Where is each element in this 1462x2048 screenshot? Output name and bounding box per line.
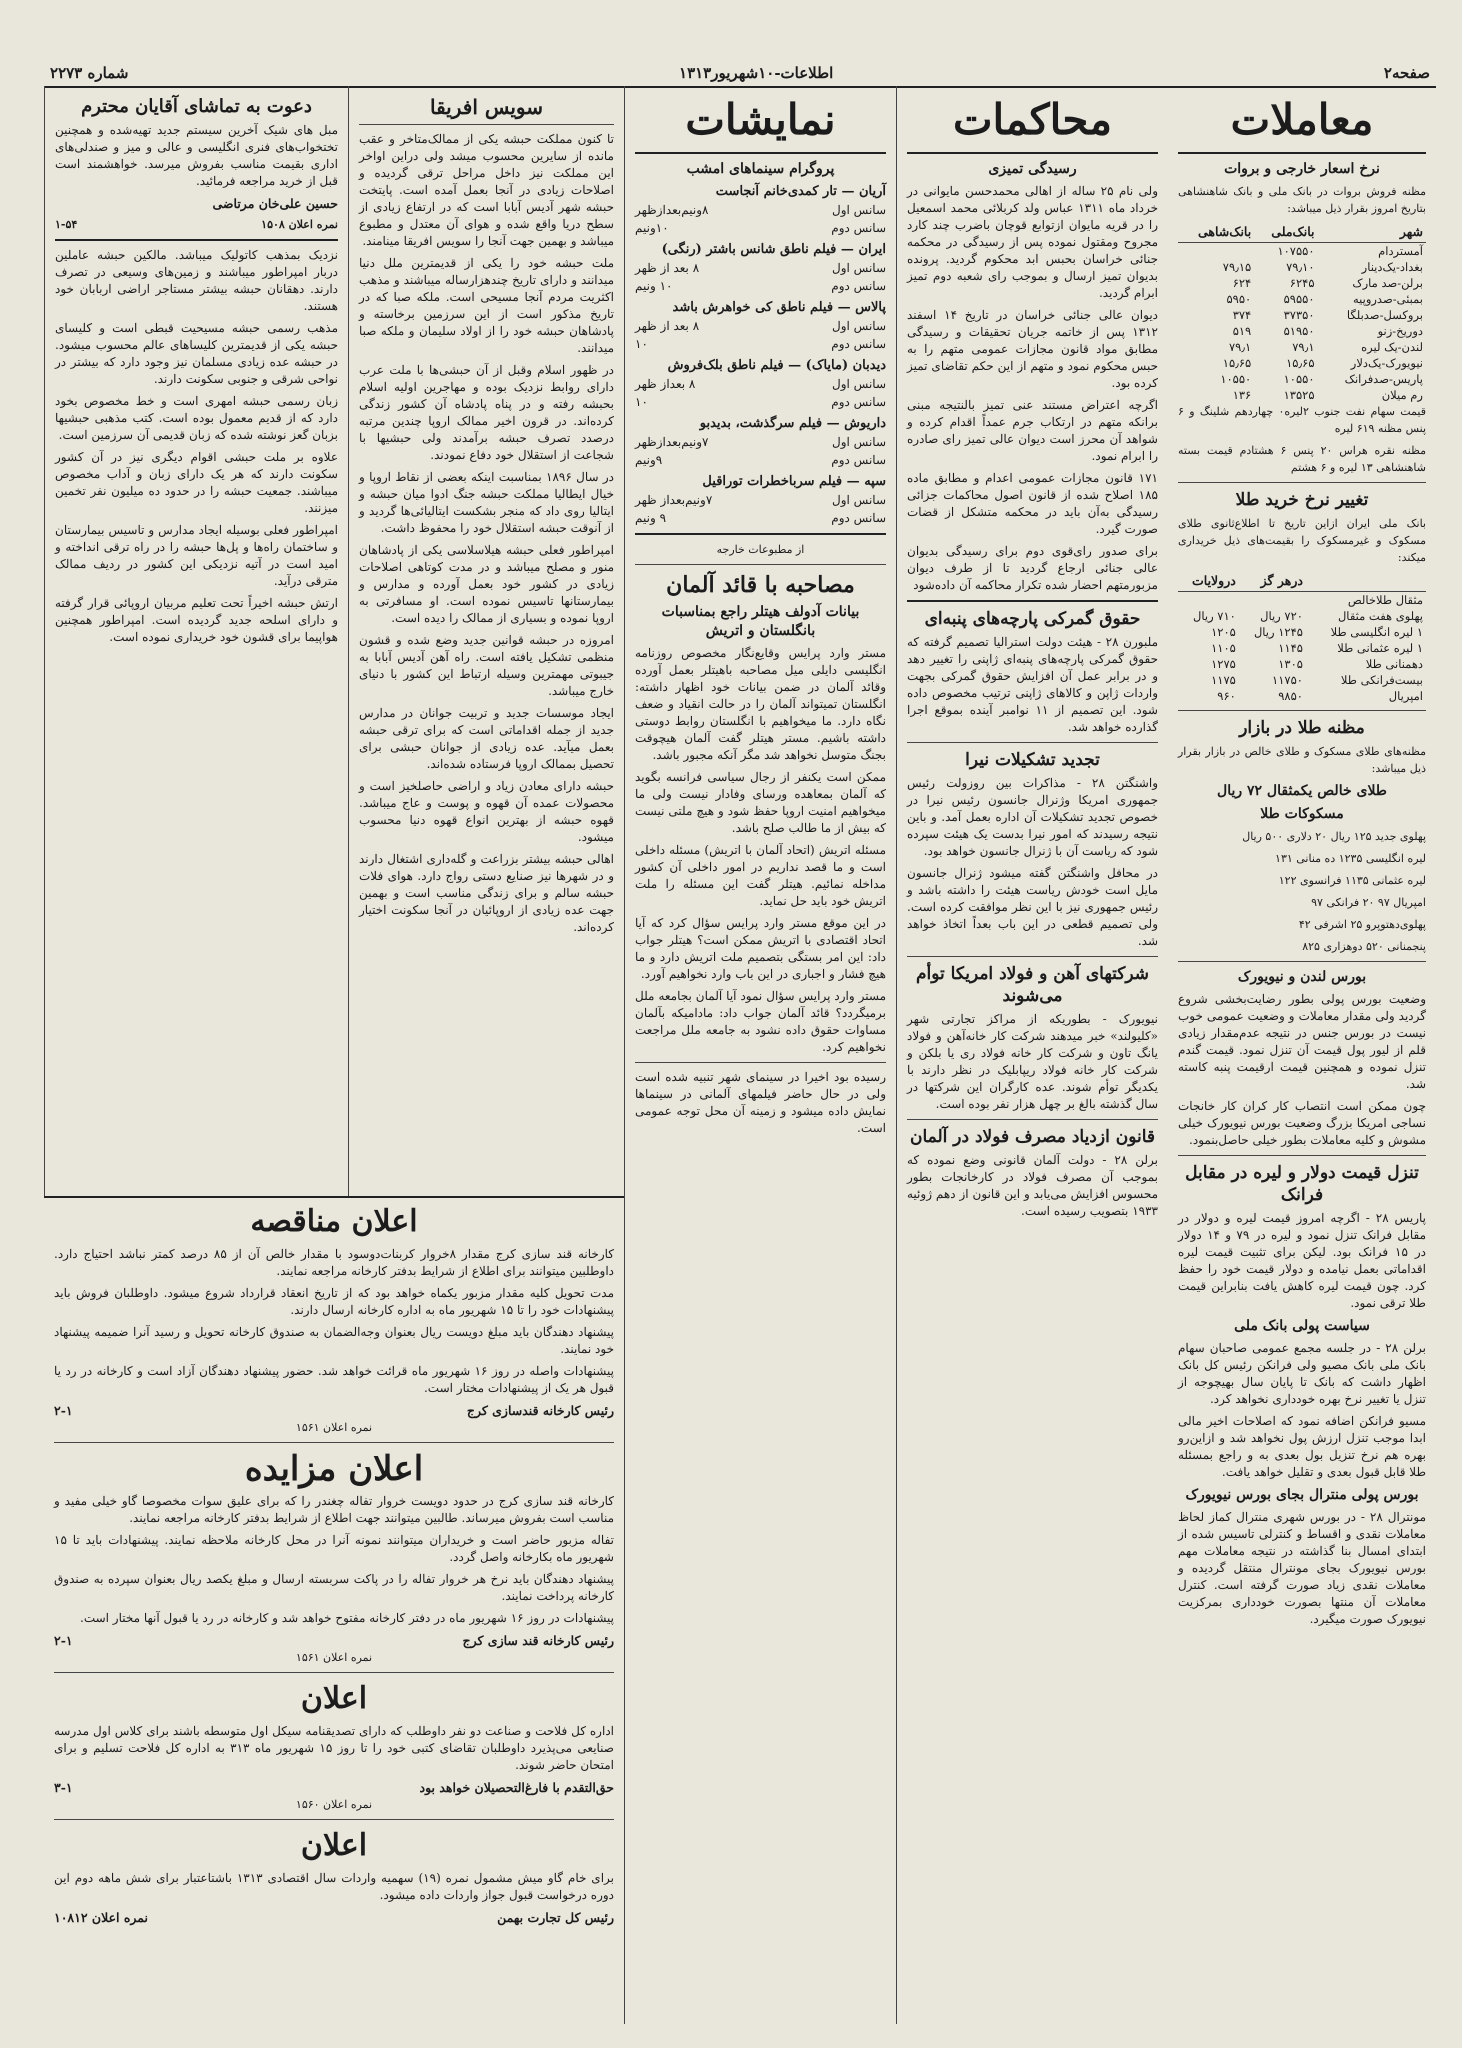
cinema-name: ایران xyxy=(858,242,886,257)
notice-title: اعلان xyxy=(300,1828,368,1863)
cinema-entry: آریان — تار کمدی‌خانم آنجاست سانس اول ۸ونیم‌بعدازظهر سانس دوم ۱۰ونیم xyxy=(635,184,886,235)
rates-table xyxy=(1178,222,1426,403)
table-row: مثقال طلاخالص xyxy=(1347,593,1423,607)
newspaper-page xyxy=(44,52,1436,2024)
steel-text: نیویورک - بطوریکه از مراکز تجارتی شهر «کلیولند» خبر میدهند شرکت کار خانه‌آهن و فولاد یانگ تاون و شرکت کار خانه فولاد ری یا بلکن و شرکت کار خانه فولاد ریپابلیک در نظر دارند با یکدیگر توأم شوند. عده کارگران این شرکتها در سال گذشته بالغ بر چهل هزار نفر بوده است. xyxy=(907,1012,1158,1111)
article-text-6: امروزه در حبشه قوانین جدید وضع شده و قشون منظمی تشکیل یافته است. راه آهن آدیس آبابا به جیبوتی مهمترین وسیله ارتباط این کشور با دنیای خارج میباشد. xyxy=(359,633,614,698)
interview-text-5: مستر وارد پرایس سؤال نمود آیا آلمان بجامعه ملل برمیگردد؟ قائد آلمان جواب داد: مادامیکه بآلمان مساوات حقوق داده نشود به جامعه ملل مراجعت نخواهیم کرد. xyxy=(635,989,886,1054)
article-text-8: حبشه دارای معادن زیاد و اراضی حاصلخیز است و محصولات عمده آن قهوه و پوست و عاج میباشد. قهوه حبشه از بهترین انواع قهوه دنیا محسوب میشود. xyxy=(359,779,614,844)
tender-number: نمره اعلان ۱۵۶۱ xyxy=(295,1421,373,1434)
cinema-name: داریوش xyxy=(844,416,886,431)
article-text: تا کنون مملکت حبشه یکی از ممالک‌متاخر و عقب مانده از سایرین محسوب میشد ولی دراین اواخر این مملکت نیز داخل مراحل ترقی گردیده و اصلاحات زیادی در آنجا بعمل آمده است. پایتخت حبشه شهر آدیس آبابا است که در ارتفاع زیادی از سطح دریا واقع شده و هوای آن معتدل و مطبوع میباشد و بهمین جهت آنجا را سویس افریقا مینامند. xyxy=(359,132,614,248)
cinema-name: پالاس xyxy=(855,300,886,315)
cinema-film: فیلم سرباخطرات توراقیل xyxy=(702,474,843,489)
section-title: معاملات xyxy=(1230,95,1374,144)
cinema-film: فیلم ناطق کی‌ خواهرش باشد xyxy=(672,300,834,315)
cleanup-text-3: اگرچه اعتراض مستند عنی تمیز بالنتیجه مبنی برانکه متهم در ارتکاب جرم عمداً اقدام کرده و شواهد آن محرز است دیوان عالی تمیز رای صادره را ابرام نمود. xyxy=(907,398,1158,463)
gold-table xyxy=(1178,571,1426,704)
notice-ad xyxy=(54,1679,614,1820)
coin-line: لیره عثمانی ۱۱۳۵ فرانسوی ۱۲۲ xyxy=(1278,874,1426,887)
coins-title: مسکوکات طلا xyxy=(1260,806,1344,822)
table-row: رم میلان ۱۳۵۲۵ ۱۳۶ xyxy=(1232,388,1423,402)
table-row: پاریس-صدفرانک ۱۰۵۵۰ ۱۰۵۵۰ xyxy=(1220,372,1423,386)
auction-ad xyxy=(54,1449,614,1673)
customs-text: ملبورن ۲۸ - هیئت دولت استرالیا تصمیم گرفته که حقوق گمرکی پارچه‌های پنبه‌ای ژاپنی را تغییر دهد و در برابر عمل آن افزایش حقوق گمرکی بجهت واردات ژاپن و کالاهای ژاپنی ترتیب مخصوص داده شود. این تصمیم از ۱۱ نوامبر آینده بموقع اجرا گذارده خواهد شد. xyxy=(907,635,1158,734)
ad-text: مبل های شیک آخرین سیستم جدید تهیه‌شده و همچنین تختخواب‌های فنری انگلیسی و عالی و میز و صندلی‌های اداری بقیمت مناسب بفروش میرسد. خواهشمند است قبل از خرید مراجعه فرمائید. xyxy=(55,123,338,188)
article-text-7: ایجاد موسسات جدید و تربیت جوانان در مدارس جدید از جمله اقداماتی است که برای ترقی حبشه بعمل میآید. عده زیادی از جوانان حبشی برای تحصیل بممالک اروپا فرستاده شده‌اند. xyxy=(359,706,614,771)
gold-head-provinces: درولایات xyxy=(1178,571,1239,592)
article-text-3: زبان رسمی حبشه امهری است و خط مخصوص بخود دارد که از قدیم معمول بوده است. کتب مذهبی حبشیها بزبان گعز نوشته شده که زبان قدیمی آن سرزمین است. xyxy=(55,394,338,442)
table-row: لندن-یک لیره ۷۹٫۱ ۷۹٫۱ xyxy=(1228,340,1423,354)
ad-number: نمره اعلان ۱۵۰۸ xyxy=(261,218,338,231)
table-row: بمبئی-صدروپیه ۵۹۵۵۰ ۵۹۵۰ xyxy=(1226,292,1423,306)
cinema-entry: دیدبان (مایاک) — فیلم ناطق بلک‌فروش سانس اول ۸ بعداز ظهر سانس دوم ۱۰ xyxy=(635,358,886,409)
table-row: بغداد-یک‌دینار ۷۹٫۱۰ ۷۹٫۱۵ xyxy=(1222,260,1423,274)
masthead xyxy=(44,52,1436,88)
article-text-9: اهالی حبشه بیشتر بزراعت و گله‌داری اشتغال دارند و در شهرها نیز صنایع دستی رواج دارد. هوای فلات حبشه سالم و برای زندگی مناسب است و بهمین جهت عده زیادی از اروپائیان در آنجا سکونت اختیار کرده‌اند. xyxy=(359,852,614,934)
table-row: دوریخ-زنو ۵۱۹۵۰ ۵۱۹ xyxy=(1232,324,1423,338)
article-text-4: علاوه بر ملت حبشی اقوام دیگری نیز در آن کشور سکونت دارند که هر یک دارای زبان و آداب مخصوص میباشند. جمعیت حبشه را در حدود ده میلیون نفر تخمین میزنند. xyxy=(55,450,338,515)
coin-line: پنجمنانی ۵۲۰ دوهزاری ۸۲۵ xyxy=(1302,940,1426,953)
auction-signature: رئیس کارخانه قند سازی کرج xyxy=(462,1633,614,1648)
article-text-5: امپراطور فعلی بوسیله ایجاد مدارس و تاسیس بیمارستان و ساختمان راه‌ها و پل‌ها حبشه را در راه ترقی انداخته و امید است در آتیه نزدیکی این کشور در ردیف ممالک مترقی درآید. xyxy=(55,523,338,588)
pure-gold-line: طلای خالص یکمثقال ۷۲ ریال xyxy=(1217,783,1387,799)
steel-consumption-text: برلن ۲۸ - دولت آلمان قانونی وضع نموده که بموجب آن مصرف فولاد در کارخانجات بطور محسوس افزایش می‌یابد و این قانون از دهم ژوئیه ۱۹۳۳ بتصویب رسیده است. xyxy=(907,1153,1158,1218)
interview-text-2: ممکن است یکنفر از رجال سیاسی فرانسه بگوید که آلمان بمعاهده ورسای وفادار نیست ولی ما میخواهیم امنیت اروپا حفظ شود و هیچ ملتی نیست که بیش از ما طالب صلح باشد. xyxy=(635,770,886,835)
ad-numbers xyxy=(55,216,338,233)
notice-text: برای خام گاو میش مشمول نمره (۱۹) سهمیه واردات سال اقتصادی ۱۳۱۳ باشتاعتبار برای شش ماهه دوم این دوره درخواست قبول جواز واردات داده میشود. xyxy=(54,1871,614,1902)
article-text-2: ملت حبشه خود را یکی از قدیمترین ملل دنیا میدانند و دارای تاریخ چندهزارساله میباشند و مذهب اکثریت مردم آنجا مسیحی است. ملکه صبا که در تاریخ مذکور است از این سرزمین برخاسته و پادشاهان حبشه خود را از اولاد سلیمان و ملکه صبا میدانند. xyxy=(359,256,614,355)
ny-text: وضعیت بورس پولی بطور رضایت‌بخشی شروع گردید ولی مقدار معاملات و وضعیت عمومی خوب نیست در بورس جنس در نتیجه عدم‌مقدار زیادی قلم از لیور پول قیمت آن تنزل نمود. قیمت گندم تنزل نموده و همچنین قیمت ارقیمت پنبه کاسته شد. xyxy=(1178,992,1426,1091)
issue-number: شماره ۲۲۷۳ xyxy=(50,64,129,82)
cleanup-text-4: ۱۷۱ قانون مجازات عمومی اعدام و مطابق ماده ۱۸۵ اصلاح شده از قانون اصول محاکمات جزائی رسیدگی به‌آن باید در محکمه متشکل از قضات صورت گیرد. xyxy=(907,471,1158,536)
rates-intro: مظنه فروش بروات در بانک ملی و بانک شاهنشاهی بتاریخ امروز بقرار ذیل میباشد: xyxy=(1178,185,1426,215)
exchange-text: مونترال ۲۸ - در بورس شهری منترال کماز لحاظ معاملات نقدی و اقساط و کنترلی تاسیس شده از ابتدای امسال بنا گذاشته در نتیجه معاملات مهم بورس نیویورک بجای مونترال منتقل گردیده و معاملات نقدی زیاد صورت گرفته است. کنترل معاملات آن منتها بصورت خودداری بمرکزیت نیویورک صورت میگیرد. xyxy=(1178,1510,1427,1626)
notice-title: اعلان xyxy=(300,1681,368,1716)
table-row: برلن-صد مارک ۶۲۴۵ ۶۲۴ xyxy=(1232,276,1423,290)
cinema-entry: سپه — فیلم سرباخطرات توراقیل سانس اول ۷ونیم‌بعداز ظهر سانس دوم ۹ ونیم xyxy=(635,474,886,525)
tender-signature: رئیس کارخانه قندسازی کرج xyxy=(466,1403,614,1418)
coin-line: لیره انگلیسی ۱۲۳۵ ده منانی ۱۳۱ xyxy=(1275,852,1426,865)
cinema-entry: داریوش — فیلم سرگذشت، بدیدبو سانس اول ۷ونیم‌بعدازظهر سانس دوم ۹ونیم xyxy=(635,416,886,467)
issue-date: اطلاعات-۱۰شهریور۱۳۱۳ xyxy=(679,64,834,82)
article-title: سویس افریقا xyxy=(429,95,544,119)
bank-text-2: مسیو فرانکن اضافه نمود که اصلاحات اخیر مالی ابدا موجب تنزل ارزش پول نخواهد شد و ازاین‌رو بهره هم نرخ تنزیل بول بعدی به و راجع بمسئله طلا قابل قبول بعدی و تقلیل خواهد یافت. xyxy=(1178,1414,1426,1479)
interview-subtitle: بیانات آدولف هیتلر راجع بمناسبات بانگلستان و اتریش xyxy=(661,604,860,639)
tender-ad xyxy=(54,1202,614,1443)
rates-head-shahi: بانک‌شاهی xyxy=(1178,222,1254,243)
table-row: نیویورک-یک‌دلار ۱۵٫۶۵ ۱۵٫۶۵ xyxy=(1222,356,1423,370)
rates-head-melli: بانک‌ملی xyxy=(1254,222,1317,243)
article-text-2: مذهب رسمی حبشه مسیحیت قبطی است و کلیسای حبشه یکی از قدیمترین کلیساهای عالم محسوب میشود. در حبشه عده زیادی مسلمان نیز وجود دارد که بیشتر در نواحی شرقی و جنوبی سکونت دارند. xyxy=(55,321,338,386)
table-row: دهمنانی طلا ۱۳۰۵ ۱۲۷۵ xyxy=(1211,657,1423,671)
cleanup-text-2: دیوان عالی جنائی خراسان در تاریخ ۱۴ اسفند ۱۳۱۲ پس از خاتمه جریان تحقیقات و رسیدگی مطابق مواد قانون مجازات عمومی متهم را به حبس محکوم نمود و متهم از این حکم تقاضای تمیز کرده بود. xyxy=(907,308,1158,390)
notice-ad-2 xyxy=(54,1826,614,1926)
interview-text: مستر وارد پرایس وقایع‌نگار مخصوص روزنامه انگلیسی دایلی میل مصاحبه باهیتلر بعمل آورده وقائد آلمان در ضمن بیانات خود اظهار داشته: انگلستان تمیتواند آلمان را در حالت انقیاد و ضعف نگاه دارد. ما میخواهیم با انگلستان روابط دوستی داشته باشیم. مستر هیتلر گفت آلمان هیچوقت بجنگ متوسل نخواهد شد مگر آنکه مجبور باشد. xyxy=(635,646,886,762)
cinema-film: تار کمدی‌خانم آنجاست xyxy=(715,184,837,199)
coin-line: پهلوی‌دهتوپرو ۲۵ اشرفی ۴۲ xyxy=(1298,918,1426,931)
columns-grid xyxy=(44,86,1436,2024)
notice-signature: رئیس کل تجارت بهمن xyxy=(497,1910,614,1925)
customs-title: حقوق گمرکی پارچه‌های پنبه‌ای xyxy=(924,609,1141,629)
cinema-name: سپه xyxy=(864,474,886,489)
signature-name: حسین علی‌خان مرتاضی xyxy=(212,196,338,211)
cinema-name: آریان xyxy=(858,184,886,199)
tender-text: کارخانه قند سازی کرج مقدار ۸خروار کربنات‌دوسود با مقدار خالص آن از ۸۵ درصد کمتر نباشد احتیاج دارد. داوطلبین میتوانند برای اطلاع از شرایط بدفتر کارخانه مراجعه نمایند. xyxy=(54,1247,614,1278)
article-text: نزدیک بمذهب کاتولیک میباشد. مالکین حبشه عاملین دربار امپراطور میباشند و زمین‌های وسیعی در تصرف دارند. دهقانان حبشه بیشتر مستاجر اراضی اربابان خود هستند. xyxy=(55,248,338,313)
tender-text-4: پیشنهادات واصله در روز ۱۶ شهریور ماه قرائت خواهد شد. حضور پیشنهاد دهندگان آزاد است و کارخانه در رد یا قبول هر یک از پیشنهادات مختار است. xyxy=(54,1364,614,1395)
notice-code: ۳-۱ xyxy=(54,1780,73,1795)
page-number: صفحه۲ xyxy=(1383,64,1430,82)
interview-title: مصاحبه با قائد آلمان xyxy=(666,572,855,598)
bazaar-intro: مظنه‌های طلای مسکوک و طلای خالص در بازار بقرار ذیل میباشد: xyxy=(1178,745,1426,775)
table-row: ۱ لیره انگلیسی طلا ۱۲۴۵ ریال ۱۲۰۵ xyxy=(1211,625,1423,639)
column-transactions xyxy=(1168,86,1436,2024)
table-row: آمستردام ۱۰۷۵۵۰ xyxy=(1277,244,1423,258)
article-text-6: ارتش حبشه اخیراً تحت تعلیم مربیان اروپائی قرار گرفته و دارای اسلحه جدید گردیده است. امپراطور همچنین هواپیما برای قشون خود خریداری نموده است. xyxy=(55,596,338,644)
bank-title: سیاست پولی بانک ملی xyxy=(1234,1318,1370,1334)
tender-text-3: پیشنهاد دهندگان باید مبلغ دویست ریال بعنوان وجه‌الضمان به صندوق کارخانه تحویل و رسید آنرا ضمیمه پیشنهاد خود نمایند. xyxy=(54,1325,614,1356)
tender-code: ۲-۱ xyxy=(54,1403,73,1418)
program-title: پروگرام سینماهای امشب xyxy=(686,161,835,177)
article-text-5: امپراطور فعلی حبشه هیلاسلاسی یکی از پادشاهان منور و مصلح میباشد و در مدت کوتاهی اصلاحات زیادی در کشور خود بعمل آورده و مدارس و بیمارستانها تاسیس نموده است. او مسافرتی به اروپا نموده و بسیاری از ممالک را دیده است. xyxy=(359,543,614,625)
table-row: بیست‌فرانکی طلا ۱۱۷۵۰ ۱۱۷۵ xyxy=(1211,673,1423,687)
nira-text: واشنگتن ۲۸ - مذاکرات بین روزولت رئیس جمهوری امریکا وژنرال جانسون رئیس نیرا در خصوص تجدید تشکیلات آن اداره بعمل آمد. و باین نتیجه رسیدند که امور نیرا بدست یک هیئت سپرده شود که ریاست آن با ژنرال جانسون خواهد بود. xyxy=(907,776,1158,858)
steel-title: شرکتهای آهن و فولاد امریکا توأم می‌شوند xyxy=(915,964,1150,1006)
cinema-name: دیدبان (مایاک) xyxy=(805,358,886,373)
auction-number: نمره اعلان ۱۵۶۱ xyxy=(295,1651,373,1664)
gold-intro: بانک ملی ایران ازاین تاریخ تا اطلاع‌ثانوی طلای مسکوک و غیرمسکوک را بقیمت‌های ذیل خریداری میکند: xyxy=(1178,517,1426,564)
section-title: نمایشات xyxy=(685,95,836,144)
advertisements xyxy=(44,1196,624,2024)
ad-code: ۱-۵۴ xyxy=(55,218,78,231)
table-row: ۱ لیره عثمانی طلا ۱۱۴۵ ۱۱۰۵ xyxy=(1211,641,1423,655)
article-text-3: در ظهور اسلام وقبل از آن حبشی‌ها با ملت عرب دارای روابط نزدیک بوده و مهاجرین اولیه اسلام بحبشه رفته و در پناه پادشاه آن کشور زندگی کرده‌اند. در قرون اخیر ممالک اروپا چندین مرتبه درصدد تصرف حبشه برآمدند ولی حبشیها با شجاعت از استقلال خود دفاع نمودند. xyxy=(359,363,614,462)
steel-consumption-title: قانون ازدیاد مصرف فولاد در آلمان xyxy=(909,1127,1156,1147)
column-left xyxy=(44,86,348,1196)
auction-text-2: تفاله مزبور حاضر است و خریداران میتوانند نمونه آنرا در محل کارخانه ملاحظه نمایند. پیشنهادات باید تا ۱۵ شهریور ماه بکارخانه واصل گردد. xyxy=(54,1533,614,1564)
press-label: از مطبوعات خارجه xyxy=(716,543,805,556)
auction-code: ۲-۱ xyxy=(54,1633,73,1648)
interview-text-4: در این موقع مستر وارد پرایس سؤال کرد که آیا اتحاد اقتصادی با اتریش ممکن است؟ هیتلر جواب داد: این امر بستگی بتصمیم ملت اتریش دارد و ما هیچ فشار و اجباری در این باب وارد نخواهیم آورد. xyxy=(635,916,886,981)
ny-title: بورس لندن و نیویورک xyxy=(1237,969,1367,985)
rates-head-city: شهر xyxy=(1318,222,1426,243)
oil-shares-note: قیمت سهام نفت جنوب ۲لیره۰ چهاردهم شلینگ و ۶ پنس مظنه ۶۱۹ لیره xyxy=(1178,405,1426,435)
coin-line: امپریال ۹۷ ۲۰ فرانکی ۹۷ xyxy=(1311,896,1426,909)
gold-head-center: درهر گز xyxy=(1239,571,1306,592)
auction-text: کارخانه قند سازی کرج در حدود دویست خروار تفاله چغندر را که برای علیق سوات مخصوصا گاو خیلی مفید و مناسب است بفروش میرساند. طالبین میتوانند جهت اطلاع از شرایط بدفتر کارخانه مراجعه نمایند. xyxy=(54,1494,614,1525)
cinema-film: فیلم ناطق بلک‌فروش xyxy=(667,358,784,373)
bank-text: برلن ۲۸ - در جلسه مجمع عمومی صاحبان سهام بانک ملی بانک مصیو ولی فرانکن رئیس کل بانک اظهار داشت که بانک تا پایان سال بهیچوجه از تنزل یا تغییر نرخ بهره خودداری نخواهد کرد. xyxy=(1178,1341,1426,1406)
ad-signature xyxy=(55,195,338,212)
cinema-film: فیلم سرگذشت، بدیدبو xyxy=(699,416,823,431)
ad-title: دعوت به تماشای آقایان محترم xyxy=(81,96,312,117)
auction-title: اعلان مزایده xyxy=(244,1449,424,1489)
ny-text-2: چون ممکن است انتصاب کار کران کار خانجات نساجی امریکا بزرگ وضعیت بورس نیویورک خیلی مشوش و کلیه معاملات بطور خیلی حاصل‌بنمود. xyxy=(1178,1099,1426,1147)
table-row: پهلوی هفت مثقال ۷۲۰ ریال ۷۱۰ ریال xyxy=(1193,609,1423,623)
auction-text-4: پیشنهادات در روز ۱۶ شهریور ماه در دفتر کارخانه مفتوح خواهد شد و کارخانه در رد یا قبول آنها مختار است. xyxy=(80,1611,614,1625)
tender-title: اعلان مناقصه xyxy=(250,1204,418,1239)
notice-signature: حق‌التقدم با فارغ‌التحصیلان خواهد بود xyxy=(419,1780,614,1795)
cinema-note: رسیده بود اخیرا در سینمای شهر تنبیه شده است ولی در حال حاضر فیلمهای آلمانی در سینماها نمایش داده میشود و زمینه آن محل توجه عمومی است. xyxy=(635,1070,886,1135)
coin-line: پهلوی جدید ۱۲۵ ریال ۲۰ دلاری ۵۰۰ ریال xyxy=(1242,830,1426,843)
interview-text-3: مسئله اتریش (اتحاد آلمان با اتریش) مسئله داخلی است و ما قصد نداریم در امور داخلی آن کشور مداخله نمائیم. هیتلر گفت این مسئله را ملت اتریش خود باید حل نماید. xyxy=(635,843,886,908)
notice-text: اداره کل فلاحت و صناعت دو نفر داوطلب که دارای تصدیقنامه سیکل اول متوسطه باشند برای کلاس اول مدرسه صنایعی می‌پذیرد داوطلبان تقاضای کتبی خود را تا روز ۱۵ شهریور ماه ۳۱۳ به اداره کل فلاحت تسلیم و برای امتحان حاضر شوند. xyxy=(54,1724,614,1772)
silver-note: مظنه نقره هراس ۲۰ پنس ۶ هشتادم قیمت بسته شاهنشاهی ۱۳ لیره و ۶ هشتم xyxy=(1178,444,1426,474)
franc-title: تنزل قیمت دولار و لیره در مقابل فرانک xyxy=(1185,1163,1419,1205)
cinema-film: فیلم ناطق شانس باشتر (رنگی) xyxy=(661,242,837,257)
article-text-4: در سال ۱۸۹۶ بمناسبت اینکه بعضی از نقاط اروپا و خیال ایطالیا مملکت حبشه جنگ ادوا میان حبشه و ایتالیا روی داد که منجر بشکست ایتالیائی‌ها گردید و از آنوقت حبشه استقلال خود را محفوظ داشت. xyxy=(359,470,614,535)
cleanup-title: رسیدگی تمیزی xyxy=(988,161,1077,177)
rates-title: نرخ اسعار خارجی و بروات xyxy=(1224,161,1380,177)
cinema-entry: پالاس — فیلم ناطق کی‌ خواهرش باشد سانس اول ۸ بعد از ظهر سانس دوم ۱۰ xyxy=(635,300,886,351)
bazaar-title: مظنه طلا در بازار xyxy=(1239,718,1365,738)
section-title: محاکمات xyxy=(952,95,1113,144)
auction-text-3: پیشنهاد دهندگان باید نرخ هر خروار تفاله را در پاکت سربسته ارسال و مبلغ یکصد ریال بعنوان سپرده به صندوق کارخانه پرداخت نمایند. xyxy=(54,1572,614,1603)
column-trials xyxy=(896,86,1168,2024)
nira-title: تجدید تشکیلات نیرا xyxy=(965,750,1100,770)
column-abyssinia xyxy=(348,86,624,1196)
table-row: بروکسل-صدبلگا ۳۷۳۵۰ ۳۷۴ xyxy=(1232,308,1423,322)
column-shows xyxy=(624,86,896,2024)
tender-text-2: مدت تحویل کلیه مقدار مزبور یکماه خواهد بود که از تاریخ انعقاد قرارداد شروع میشود. داوطلبان فروش باید پیشنهادات خود را تا ۱۵ شهریور ماه به اداره کارخانه ارسال دارند. xyxy=(54,1286,614,1317)
cleanup-text: ولی نام ۲۵ ساله از اهالی محمدحسن مایوانی در خرداد ماه ۱۳۱۱ عباس ولد کربلائی محمد اسمعیل را در قریه مایوان ازتوابع قوچان باضرب چند کارد مجروح ومقتول نموده پس از رسیدگی در محکمه جنائی خراسان بحبس ابد محکوم گردید. پرونده بدیوان تمیز ارسال و بموجب رای شعبه دوم تمیز ابرام گردید. xyxy=(907,184,1158,300)
notice-number: نمره اعلان ۱۰۸۱۲ xyxy=(54,1910,149,1925)
cleanup-footer: برای صدور رای‌قوی دوم برای رسیدگی بدیوان عالی جنائی ارجاع گردید تا از طرف دیوان مزبورمتهم احضار شده تکرار محاکمه آن داده‌شود xyxy=(907,544,1158,592)
nira-text-2: در محافل واشنگتن گفته میشود ژنرال جانسون مایل است خودش ریاست هیئت را داشته باشد و رئیس جمهوری نیز با این نظر موافقت کرده است. ولی تصمیم قطعی در این باب بعداً اتخاذ خواهد شد. xyxy=(907,866,1158,948)
cinema-program xyxy=(635,183,886,527)
cinema-entry: ایران — فیلم ناطق شانس باشتر (رنگی) سانس اول ۸ بعد از ظهر سانس دوم ۱۰ ونیم xyxy=(635,242,886,293)
notice-number: نمره اعلان ۱۵۶۰ xyxy=(295,1798,373,1811)
exchange-title: بورس پولی منترال بجای بورس نیویورک xyxy=(1185,1487,1419,1503)
gold-title: تغییر نرخ خرید طلا xyxy=(1235,490,1369,510)
table-row: امپریال ۹۸۵۰ ۹۶۰ xyxy=(1217,689,1423,703)
franc-text: پاریس ۲۸ - اگرچه امروز قیمت لیره و دولار در مقابل فرانک تنزل نمود و لیره در ۷۹ و ۱۴ دولار در ۱۵ فرانک بود. لیکن برای تثبیت قیمت لیره اقداماتی بعمل نیامده و دولار قیمت خود را حفظ کرد. چون قیمت لیره کاهش یافت بنابراین قیمت طلا ترقی نمود. xyxy=(1178,1211,1426,1310)
